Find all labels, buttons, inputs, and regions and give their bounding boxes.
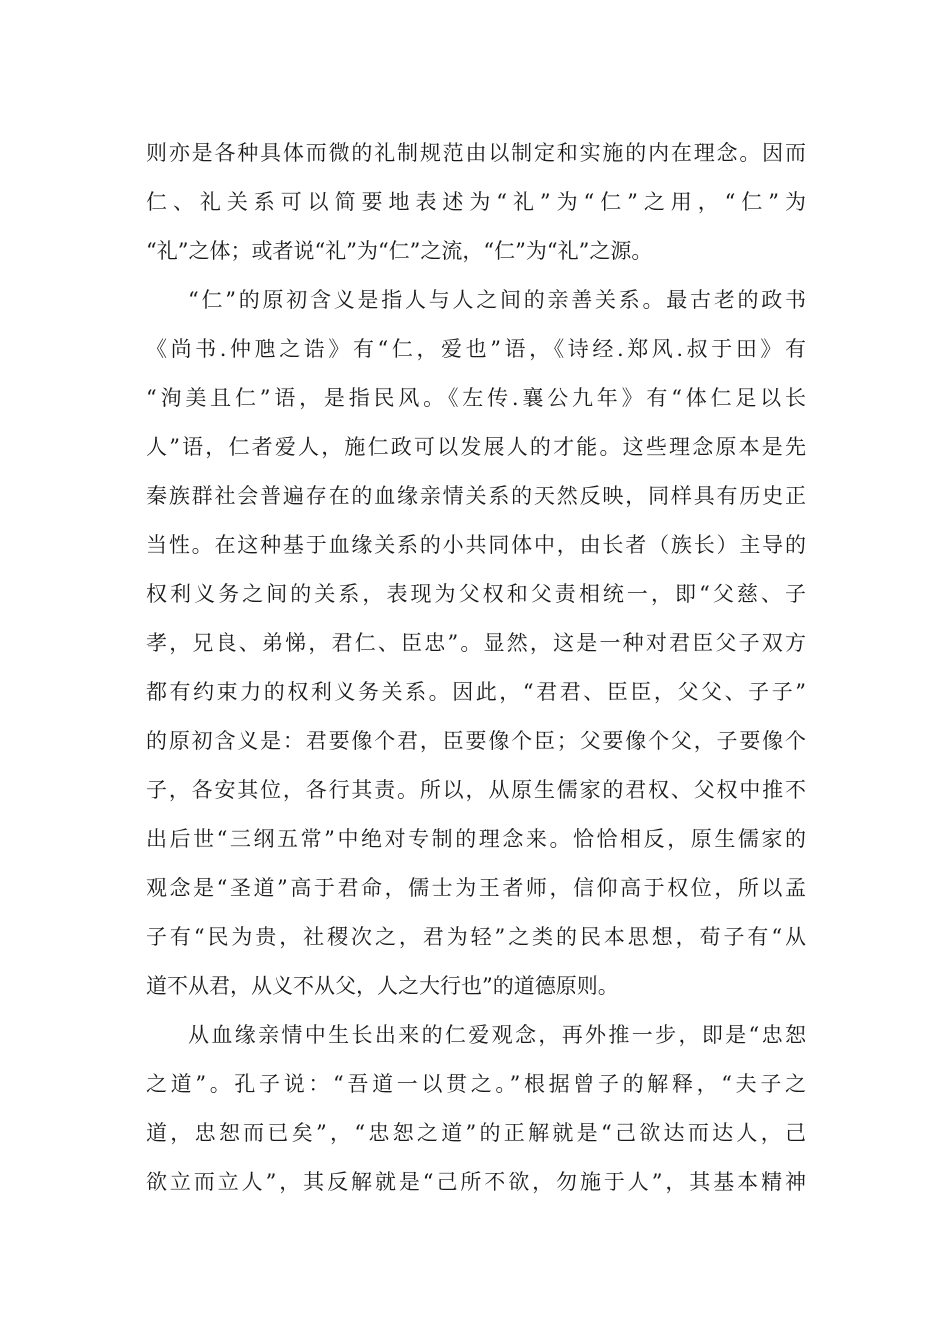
text-line: 道不从君，从义不从父，人之大行也”的道德原则。 — [146, 974, 619, 998]
text-line: 子，各安其位，各行其责。所以，从原生儒家的君权、父权中推不 — [146, 778, 806, 802]
text-line: 欲立而立人”，其反解就是“己所不欲，勿施于人”，其基本精神 — [146, 1170, 806, 1194]
text-line: 秦族群社会普遍存在的血缘亲情关系的天然反映，同样具有历史正 — [146, 484, 806, 508]
text-line: 子有“民为贵，社稷次之，君为轻”之类的民本思想，荀子有“从 — [146, 925, 806, 949]
text-line: 之道”。孔子说：“吾道一以贯之。”根据曾子的解释，“夫子之 — [146, 1072, 806, 1096]
text-line: 权利义务之间的关系，表现为父权和父责相统一，即“父慈、子 — [146, 582, 806, 606]
text-line: 《尚书.仲虺之诰》有“仁，爱也”语，《诗经.郑风.叔于田》有 — [146, 337, 806, 361]
text-line: 孝，兄良、弟悌，君仁、臣忠”。显然，这是一种对君臣父子双方 — [146, 631, 806, 655]
text-line: 人”语，仁者爱人，施仁政可以发展人的才能。这些理念原本是先 — [146, 435, 806, 459]
text-line: 道，忠恕而已矣”，“忠恕之道”的正解就是“己欲达而达人，己 — [146, 1121, 806, 1145]
text-line: 当性。在这种基于血缘关系的小共同体中，由长者（族长）主导的 — [146, 533, 806, 557]
text-line: 观念是“圣道”高于君命，儒士为王者师，信仰高于权位，所以孟 — [146, 876, 806, 900]
text-line: 都有约束力的权利义务关系。因此，“君君、臣臣，父父、子子” — [146, 680, 806, 704]
text-line: 出后世“三纲五常”中绝对专制的理念来。恰恰相反，原生儒家的 — [146, 827, 806, 851]
text-line: 仁、礼关系可以简要地表述为“礼”为“仁”之用，“仁”为 — [146, 190, 806, 214]
text-line: “仁”的原初含义是指人与人之间的亲善关系。最古老的政书 — [188, 288, 806, 312]
text-line: “礼”之体；或者说“礼”为“仁”之流，“仁”为“礼”之源。 — [146, 239, 653, 263]
text-line: 从血缘亲情中生长出来的仁爱观念，再外推一步，即是“忠恕 — [188, 1023, 806, 1047]
text-line: “洵美且仁”语，是指民风。《左传.襄公九年》有“体仁足以长 — [146, 386, 806, 410]
text-line: 的原初含义是：君要像个君，臣要像个臣；父要像个父，子要像个 — [146, 729, 806, 753]
text-line: 则亦是各种具体而微的礼制规范由以制定和实施的内在理念。因而 — [146, 141, 806, 165]
